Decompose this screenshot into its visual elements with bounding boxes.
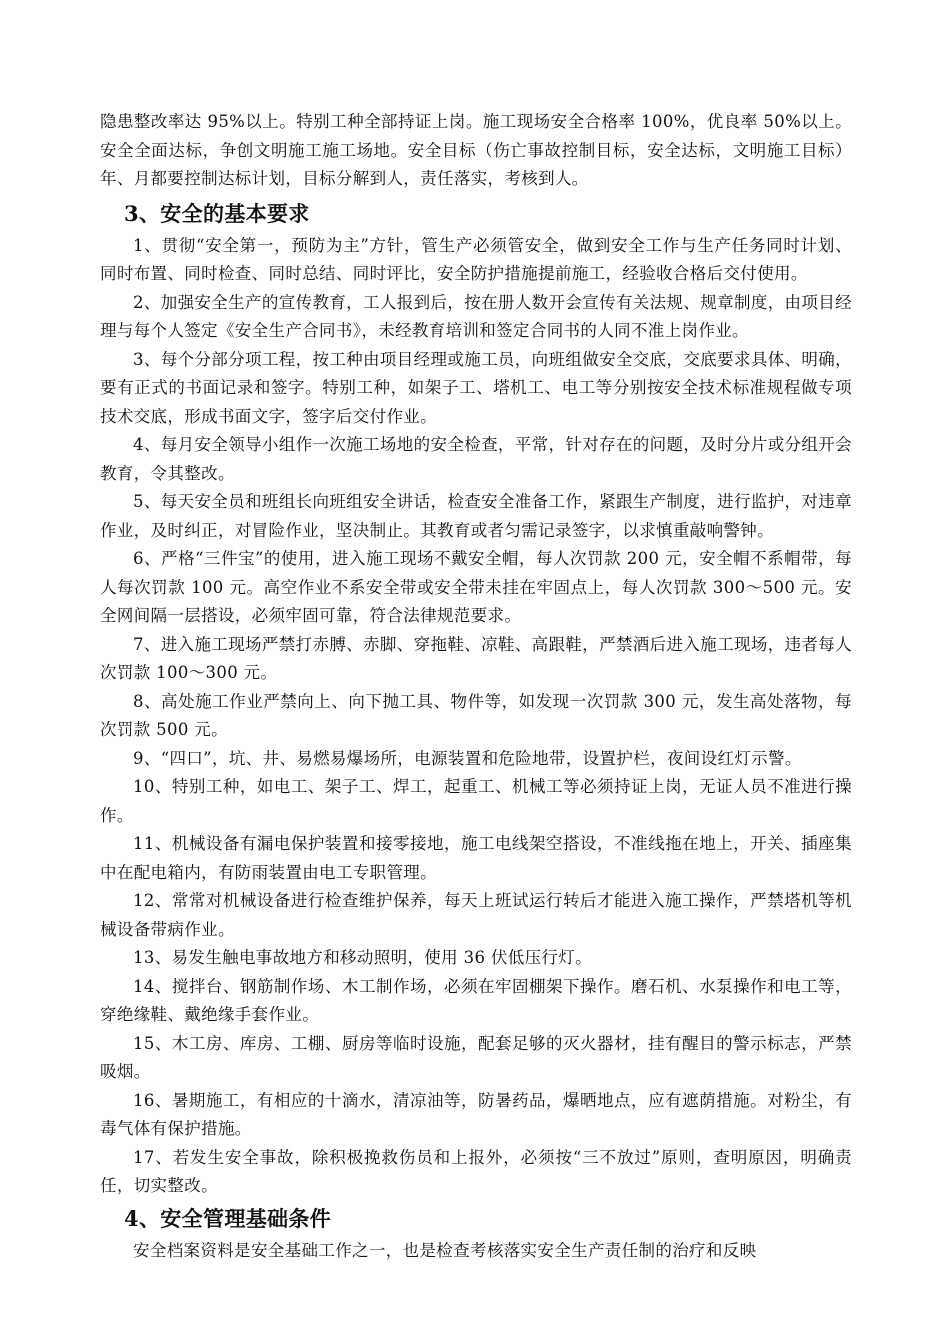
rule-item-11: 11、机械设备有漏电保护装置和接零接地，施工电线架空搭设，不准线拖在地上，开关、插座集中在配电箱内，有防雨装置由电工专职管理。 [100,834,852,882]
rule-item-2: 2、加强安全生产的宣传教育，工人报到后，按在册人数开会宣传有关法规、规章制度，由项目经理与每个人签定《安全生产合同书》，未经教育培训和签定合同书的人同不准上岗作业。 [100,292,852,340]
rule-item-1: 1、贯彻“安全第一，预防为主”方针，管生产必须管安全，做到安全工作与生产任务同时计划、同时布置、同时检查、同时总结、同时评比，安全防护措施提前施工，经验收合格后交付使用。 [100,235,852,283]
rule-item-15: 15、木工房、库房、工棚、厨房等临时设施，配套足够的灭火器材，挂有醒目的警示标志，严禁吸烟。 [100,1033,852,1081]
section-4-heading: 4、安全管理基础条件 [124,1205,332,1231]
rule-item-14: 14、搅拌台、钢筋制作场、木工制作场，必须在牢固棚架下操作。磨石机、水泵操作和电工等，穿绝缘鞋、戴绝缘手套作业。 [100,976,852,1024]
rule-item-5: 5、每天安全员和班组长向班组安全讲话，检查安全准备工作，紧跟生产制度，进行监护，对违章作业，及时纠正，对冒险作业，坚决制止。其教育或者匀需记录签字，以求慎重敲响警钟。 [100,492,852,540]
rule-item-3: 3、每个分部分项工程，按工种由项目经理或施工员，向班组做安全交底，交底要求具体、明确，要有正式的书面记录和签字。特别工种，如架子工、塔机工、电工等分别按安全技术标准规程做专项技术交底，形成书面文字，签字后交付作业。 [100,349,852,426]
rule-item-4: 4、每月安全领导小组作一次施工场地的安全检查，平常，针对存在的问题，及时分片或分组开会教育，令其整改。 [100,435,852,483]
page-content [100,108,852,1265]
rule-item-13: 13、易发生触电事故地方和移动照明，使用 36 伏低压行灯。 [133,948,592,967]
intro-paragraph: 隐患整改率达 95%以上。特别工种全部持证上岗。施工现场安全合格率 100%，优良率 50%以上。安全全面达标，争创文明施工施工场地。安全目标（伤亡事故控制目标，安全达标，文明施工目标）年、月都要控制达标计划，目标分解到人，责任落实，考核到人。 [100,112,852,188]
section-4-paragraph: 安全档案资料是安全基础工作之一，也是检查考核落实安全生产责任制的治疗和反映 [133,1240,757,1260]
rule-item-7: 7、进入施工现场严禁打赤膊、赤脚、穿拖鞋、凉鞋、高跟鞋，严禁酒后进入施工现场，违者每人次罚款 100～300 元。 [100,634,852,682]
rule-item-10: 10、特别工种，如电工、架子工、焊工，起重工、机械工等必须持证上岗，无证人员不准进行操作。 [100,777,852,825]
section-3-heading: 3、安全的基本要求 [124,200,310,226]
rule-item-6: 6、严格“三件宝”的使用，进入施工现场不戴安全帽，每人次罚款 200 元，安全帽不系帽带，每人每次罚款 100 元。高空作业不系安全带或安全带未挂在牢固点上，每人次罚款 300～500 元。安全网间隔一层搭设，必须牢固可靠，符合法律规范要求。 [100,549,852,625]
rule-item-9: 9、“四口”，坑、井、易燃易爆场所，电源装置和危险地带，设置护栏，夜间设红灯示警。 [133,748,802,768]
rule-item-17: 17、若发生安全事故，除积极挽救伤员和上报外，必须按“三不放过”原则，查明原因，明确责任，切实整改。 [100,1147,852,1195]
rule-item-16: 16、暑期施工，有相应的十滴水，清凉油等，防暑药品，爆晒地点，应有遮荫措施。对粉尘，有毒气体有保护措施。 [100,1090,852,1138]
rule-item-8: 8、高处施工作业严禁向上、向下抛工具、物件等，如发现一次罚款 300 元，发生高处落物，每次罚款 500 元。 [100,691,852,739]
rule-item-12: 12、常常对机械设备进行检查维护保养，每天上班试运行转后才能进入施工操作，严禁塔机等机械设备带病作业。 [100,891,852,939]
